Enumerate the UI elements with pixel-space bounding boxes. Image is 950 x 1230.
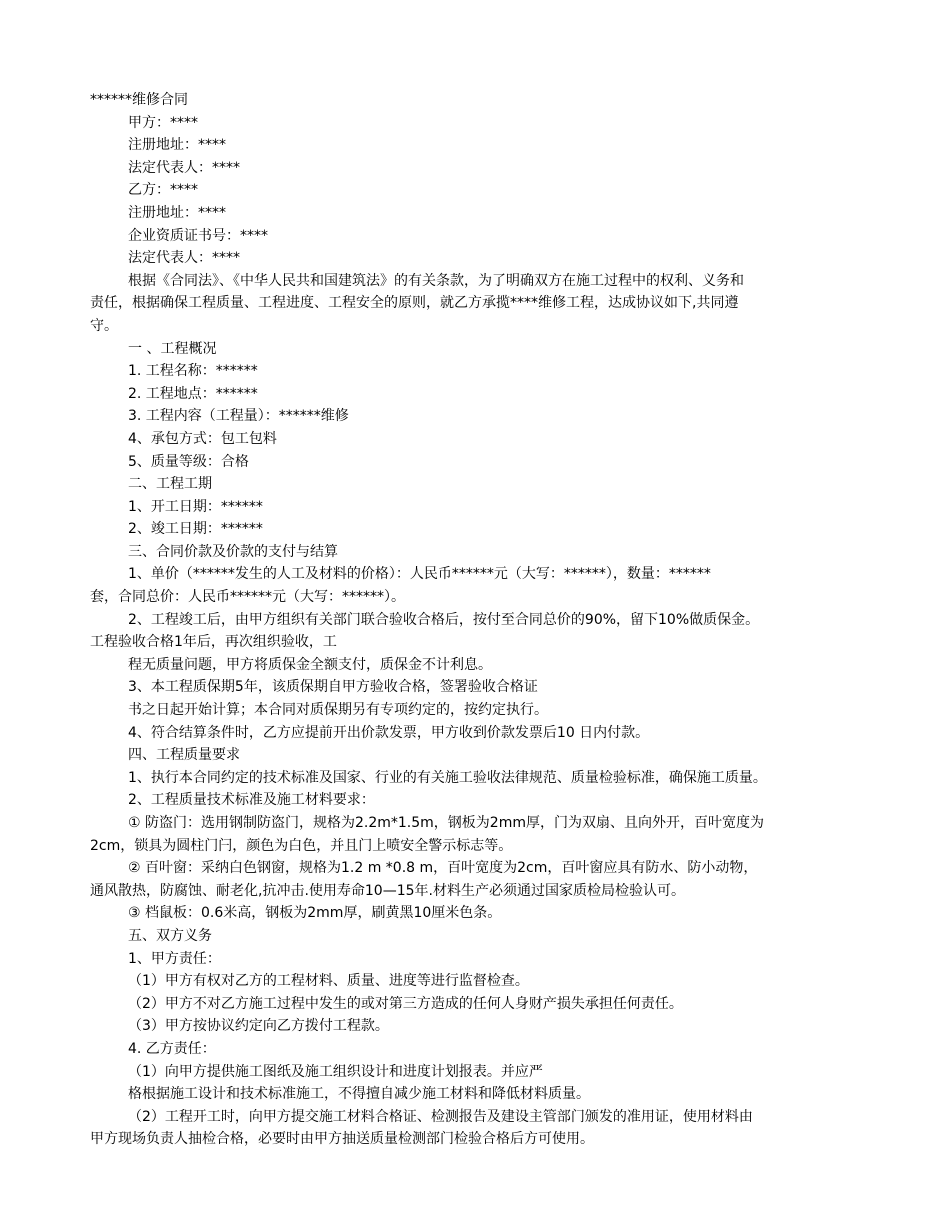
document-line: 根据《合同法》、《中华人民共和国建筑法》的有关条款，为了明确双方在施工过程中的权利、义务和: [128, 272, 744, 289]
document-line: 3、本工程质保期5年，该质保期自甲方验收合格，签署验收合格证: [128, 679, 538, 696]
document-line: 法定代表人：****: [128, 250, 240, 267]
document-line: ① 防盗门：选用钢制防盗门，规格为2.2m*1.5m，钢板为2mm厚，门为双扇、且向外开，百叶宽度为: [128, 815, 764, 831]
document-line: 2. 工程地点：******: [128, 385, 258, 402]
document-line: （1）向甲方提供施工图纸及施工组织设计和进度计划报表。并应严: [128, 1063, 543, 1080]
document-line: 2cm，锁具为圆柱门闩，颜色为白色，并且门上喷安全警示标志等。: [90, 837, 513, 854]
document-line: 书之日起开始计算；本合同对质保期另有专项约定的，按约定执行。: [128, 702, 548, 719]
document-line: 甲方现场负责人抽检合格，必要时由甲方抽送质量检测部门检验合格后方可使用。: [90, 1131, 594, 1148]
document-line: 4、承包方式：包工包料: [128, 430, 277, 447]
document-line: 企业资质证书号：****: [128, 227, 268, 244]
document-line: 二、工程工期: [128, 476, 212, 493]
document-line: 工程验收合格1年后，再次组织验收，工: [90, 634, 337, 651]
document-title: ******维修合同: [90, 92, 188, 108]
document-line: 乙方：****: [128, 182, 198, 199]
document-line: 注册地址：****: [128, 204, 226, 221]
document-line: （2）工程开工时，向甲方提交施工材料合格证、检测报告及建设主管部门颁发的准用证，使用材料由: [128, 1108, 753, 1125]
document-line: 注册地址：****: [128, 137, 226, 154]
document-line: 2、工程质量技术标准及施工材料要求：: [128, 792, 375, 809]
document-line: 法定代表人：****: [128, 159, 240, 176]
document-line: 四、工程质量要求: [128, 747, 240, 764]
document-line: 2、竣工日期：******: [128, 521, 263, 538]
document-line: 一 、工程概况: [128, 340, 217, 357]
document-line: 1、开工日期：******: [128, 498, 263, 515]
document-line: 五、双方义务: [128, 927, 212, 944]
document-line: 1. 工程名称：******: [128, 363, 258, 380]
document-line: 1、单价（******发生的人工及材料的价格）：人民币******元（大写：******），数量：******: [128, 566, 711, 583]
document-line: 三、合同价款及价款的支付与结算: [128, 543, 338, 560]
document-line: 1、甲方责任：: [128, 950, 221, 967]
document-line: （1）甲方有权对乙方的工程材料、质量、进度等进行监督检查。: [128, 973, 529, 990]
document-line: 4. 乙方责任：: [128, 1040, 216, 1057]
document-line: 通风散热，防腐蚀、耐老化,抗冲击.使用寿命10—15年.材料生产必须通过国家质检局检验认可。: [90, 882, 685, 899]
document-line: 格根据施工设计和技术标准施工，不得擅自减少施工材料和降低材料质量。: [128, 1086, 590, 1103]
document-line: （2）甲方不对乙方施工过程中发生的或对第三方造成的任何人身财产损失承担任何责任。: [128, 995, 683, 1012]
document-line: 4、符合结算条件时，乙方应提前开出价款发票，甲方收到价款发票后10 日内付款。: [128, 724, 650, 741]
document-line: 守。: [90, 317, 118, 334]
document-line: 5、质量等级：合格: [128, 453, 249, 470]
document-line: ② 百叶窗：采纳白色钢窗，规格为1.2 m *0.8 m，百叶宽度为2cm，百叶窗应具有防水、防小动物，: [128, 860, 758, 877]
document-line: 3. 工程内容（工程量）：******维修: [128, 408, 349, 425]
document-line: ③ 档鼠板：0.6米高，钢板为2mm厚，刷黄黑10厘米色条。: [128, 905, 502, 922]
document-line: 1、执行本合同约定的技术标准及国家、行业的有关施工验收法律规范、质量检验标准，确保施工质量。: [128, 769, 767, 786]
document-line: 责任，根据确保工程质量、工程进度、工程安全的原则，就乙方承揽****维修工程，达成协议如下,共同遵: [90, 295, 739, 312]
document-line: 程无质量问题，甲方将质保金全额支付，质保金不计利息。: [128, 656, 492, 673]
document-line: 套，合同总价：人民币******元（大写：******）。: [90, 589, 405, 606]
document-line: 甲方：****: [128, 114, 198, 131]
document-line: 2、工程竣工后，由甲方组织有关部门联合验收合格后，按付至合同总价的90%，留下10%做质保金。: [128, 611, 760, 628]
document-line: （3）甲方按协议约定向乙方拨付工程款。: [128, 1018, 389, 1035]
contract-document: [90, 89, 865, 1151]
